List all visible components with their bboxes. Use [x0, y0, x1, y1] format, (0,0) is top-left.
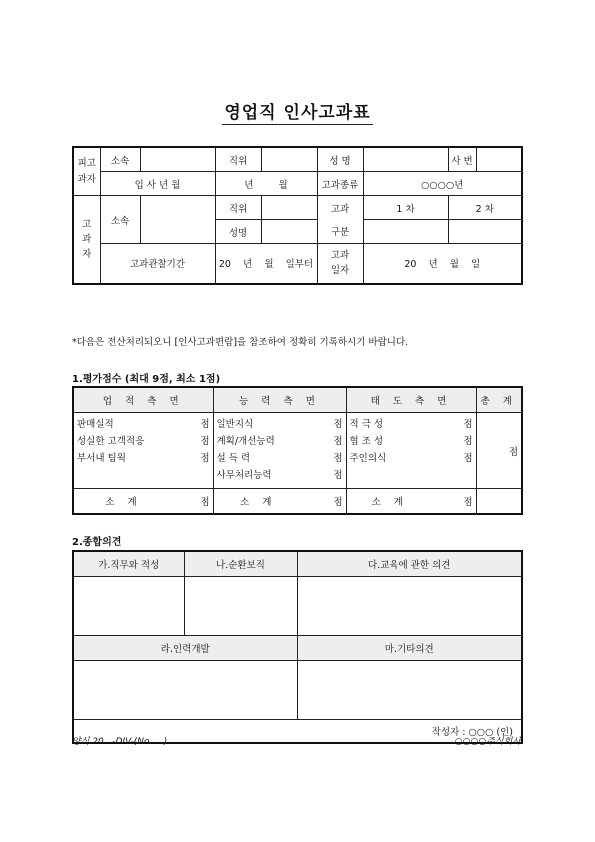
- performance-subtotal[interactable]: 점: [173, 489, 213, 515]
- col-attitude: 태 도 측 면: [346, 387, 476, 413]
- company-name: ○○○○주식회사: [454, 737, 521, 747]
- job-fit-header: 가.직무와 적성: [73, 551, 184, 577]
- affiliation-label: 소속: [100, 147, 140, 172]
- eval-type-value[interactable]: ○○○○년: [363, 172, 522, 196]
- round-label-top: 고과: [317, 196, 363, 220]
- evaluator-name-field[interactable]: [261, 220, 317, 244]
- ability-subtotal-label: 소 계: [213, 489, 303, 515]
- evaluator-section-label: 고 과 자: [73, 196, 100, 284]
- info-table: [72, 146, 523, 285]
- name-field[interactable]: [363, 147, 448, 172]
- list-item: 적 극 성: [349, 419, 384, 430]
- round2-label: 2 차: [448, 196, 522, 220]
- evaluatee-section-label: 피고 과자: [73, 147, 100, 196]
- period-value[interactable]: 20 년 월 일부터: [215, 244, 317, 284]
- position-label: 직위: [215, 147, 261, 172]
- rotation-header: 나.순환보직: [184, 551, 297, 577]
- education-field[interactable]: [297, 577, 522, 636]
- performance-subtotal-label: 소 계: [73, 489, 173, 515]
- development-field[interactable]: [73, 661, 297, 720]
- list-item: 일반지식: [216, 419, 254, 430]
- attitude-items: [346, 413, 433, 489]
- other-header: 마.기타의견: [297, 636, 522, 661]
- performance-items: [73, 413, 173, 489]
- ability-points[interactable]: 점 점 점 점: [303, 413, 346, 489]
- list-item: 계획/개선능력: [216, 436, 275, 447]
- ability-subtotal[interactable]: 점: [303, 489, 346, 515]
- evaluator-position-label: 직위: [215, 196, 261, 220]
- notice-text: *다음은 전산처리되오니 [인사고과편람]을 참조하여 정확히 기록하시기 바랍니다.: [72, 337, 409, 348]
- education-header: 다.교육에 관한 의견: [297, 551, 522, 577]
- list-item: 설 득 력: [216, 453, 251, 464]
- date-label: 고과 일자: [317, 244, 363, 284]
- development-header: 라.인력개발: [73, 636, 297, 661]
- scores-table: [72, 386, 523, 515]
- col-total: 총 계: [476, 387, 522, 413]
- attitude-points[interactable]: 점 점 점: [433, 413, 476, 489]
- attitude-subtotal-label: 소 계: [346, 489, 433, 515]
- evaluator-name-label: 성명: [215, 220, 261, 244]
- year-unit: 년: [244, 179, 254, 191]
- evaluator-affiliation-field[interactable]: [140, 196, 215, 244]
- ability-items: [213, 413, 303, 489]
- list-item: 사무처리능력: [216, 470, 272, 481]
- period-label: 고과관찰기간: [100, 244, 215, 284]
- rotation-field[interactable]: [184, 577, 297, 636]
- division-label-bottom: 구분: [317, 220, 363, 244]
- evaluator-affiliation-label: 소속: [100, 196, 140, 244]
- hire-date-field[interactable]: [215, 172, 317, 196]
- list-item: 성실한 고객적응: [77, 436, 145, 447]
- list-item: 부서내 팀웍: [77, 453, 126, 464]
- performance-points[interactable]: 점 점 점: [173, 413, 213, 489]
- page-title: 영업직 인사고과표: [224, 103, 371, 123]
- scores-heading: 1.평가점수 (최대 9점, 최소 1점): [72, 374, 221, 385]
- employee-no-label: 사 번: [448, 147, 476, 172]
- attitude-subtotal[interactable]: 점: [433, 489, 476, 515]
- affiliation-field[interactable]: [140, 147, 215, 172]
- opinion-table: [72, 550, 523, 744]
- hire-date-label: 입 사 년 월: [100, 172, 215, 196]
- total-points[interactable]: 점: [476, 413, 522, 489]
- date-value[interactable]: 20 년 월 일: [363, 244, 522, 284]
- eval-type-label: 고과종류: [317, 172, 363, 196]
- name-label: 성 명: [317, 147, 363, 172]
- total-subtotal[interactable]: [476, 489, 522, 515]
- list-item: 판매실적: [77, 419, 114, 430]
- author-signature[interactable]: 작성자 : ○○○ (인): [73, 720, 522, 744]
- list-item: 협 조 성: [349, 436, 384, 447]
- other-field[interactable]: [297, 661, 522, 720]
- opinion-heading: 2.종합의견: [72, 537, 122, 548]
- position-field[interactable]: [261, 147, 317, 172]
- round1-field[interactable]: [363, 220, 448, 244]
- col-performance: 업 적 측 면: [73, 387, 213, 413]
- col-ability: 능 력 측 면: [213, 387, 346, 413]
- evaluator-position-field[interactable]: [261, 196, 317, 220]
- form-number: 양식 20 -DIV-(No ): [72, 737, 168, 747]
- round2-field[interactable]: [448, 220, 522, 244]
- list-item: 주인의식: [349, 453, 387, 464]
- month-unit: 월: [278, 179, 288, 191]
- employee-no-field[interactable]: [476, 147, 522, 172]
- job-fit-field[interactable]: [73, 577, 184, 636]
- round1-label: 1 차: [363, 196, 448, 220]
